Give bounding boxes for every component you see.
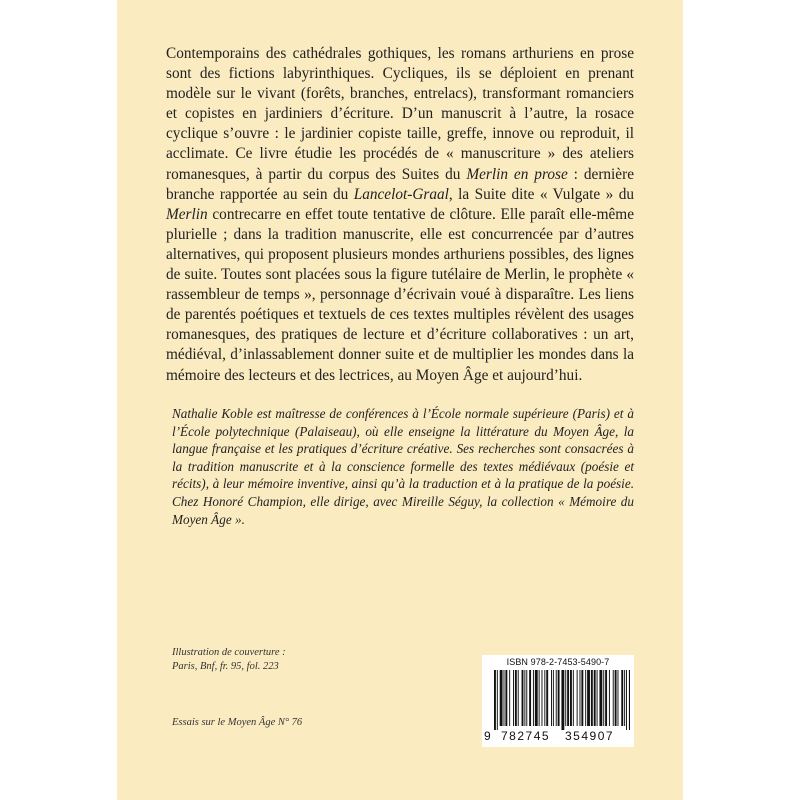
author-bio xyxy=(172,405,634,528)
barcode-bar xyxy=(524,670,525,726)
barcode-bar xyxy=(613,670,614,726)
barcode-bar xyxy=(551,670,552,726)
barcode-box xyxy=(482,655,634,747)
barcode-bar xyxy=(546,670,548,726)
barcode-bar xyxy=(609,670,610,726)
barcode-bar xyxy=(594,670,596,726)
barcode-bar xyxy=(573,670,574,726)
barcode-bar xyxy=(626,670,627,730)
barcode-bar xyxy=(570,670,572,726)
barcode-bar xyxy=(529,670,531,726)
barcode-bar xyxy=(544,670,545,726)
barcode-bar xyxy=(505,670,507,726)
barcode-bar xyxy=(629,670,630,730)
barcode-bar xyxy=(577,670,578,726)
barcode-icon xyxy=(494,670,630,730)
barcode-bar xyxy=(553,670,554,726)
barcode-bar xyxy=(599,670,602,726)
illustration-credit-label: Illustration de couverture : xyxy=(172,647,286,658)
barcode-bar xyxy=(522,670,524,726)
barcode-bar xyxy=(618,670,619,726)
barcode-bar xyxy=(500,670,503,726)
barcode-bar xyxy=(526,670,527,726)
isbn-label: ISBN 978-2-7453-5490-7 xyxy=(506,657,610,667)
author-bio-text: Nathalie Koble est maîtresse de conférences à l’École normale supérieure (Paris) et à l’École polytechnique (Palaiseau), où elle enseigne la littérature du Moyen Âge, la langue française et les pratiques d’écriture créative. Ses recherches sont consacrées à la tradition manuscrite et à la conscience formelle des textes médiévaux (poésie et récits), à leur mémoire inventive, ainsi qu’à la traduction et à la pratique de la poésie. Chez Honoré Champion, elle dirige, avec Mireille Séguy, la collection « Mémoire du Moyen Âge ». xyxy=(172,406,634,527)
barcode-first-digit: 9 xyxy=(484,729,491,743)
blurb-text xyxy=(166,44,634,386)
barcode-bar xyxy=(504,670,505,726)
barcode-bar xyxy=(556,670,557,726)
blurb-part-3: , la Suite dite « Vulgate » du xyxy=(448,185,634,203)
blurb-title-merlin-en-prose: Merlin en prose xyxy=(466,165,568,183)
barcode-bar xyxy=(535,670,538,726)
barcode-bar xyxy=(509,670,510,726)
series-label: Essais sur le Moyen Âge N° 76 xyxy=(172,717,303,728)
barcode-bar xyxy=(585,670,586,726)
blurb-title-merlin: Merlin xyxy=(166,205,208,223)
barcode-bar xyxy=(567,670,569,726)
barcode-bar xyxy=(581,670,583,726)
barcode-bar xyxy=(605,670,607,726)
barcode-bar xyxy=(565,670,566,726)
barcode-bar xyxy=(539,670,540,726)
barcode-bar xyxy=(513,670,514,726)
barcode-bar xyxy=(580,670,581,726)
barcode-bar xyxy=(597,670,598,726)
barcode-bar xyxy=(603,670,604,726)
blurb-paragraph xyxy=(166,44,634,386)
barcode-digits-right: 354907 xyxy=(565,729,615,743)
illustration-credit-source: Paris, Bnf, fr. 95, fol. 223 xyxy=(172,661,279,672)
blurb-title-lancelot-graal: Lancelot-Graal xyxy=(353,185,449,203)
barcode-bar xyxy=(624,670,625,726)
barcode-bar xyxy=(615,670,617,726)
barcode-bar xyxy=(591,670,593,726)
barcode-bar xyxy=(518,670,519,726)
barcode-bar xyxy=(533,670,534,726)
barcode-bar xyxy=(515,670,517,726)
barcode-bar xyxy=(558,670,560,726)
barcode-digits-left: 782745 xyxy=(501,729,551,743)
illustration-credit xyxy=(172,646,286,674)
barcode-bar xyxy=(621,670,623,726)
blurb-part-1: Contemporains des cathédrales gothiques, les romans arthuriens en prose sont des fictions labyrinthiques. Cycliques, ils se déploient en prenant modèle sur le vivant (forêts, branches, entrelacs), transformant romanciers et copistes en jardiniers d’écriture. D’un manuscrit à l’autre, la rosace cyclique s’ouvre : le jardinier copiste taille, greffe, innove ou reproduit, il acclimate. Ce livre étudie les procédés de « manuscriture » des ateliers romanesques, à partir du corpus des Suites du xyxy=(166,45,634,183)
blurb-part-2: : dernière branche rapportée au sein du xyxy=(166,165,634,203)
barcode-bar xyxy=(497,670,498,730)
barcode-bar xyxy=(494,670,496,730)
blurb-part-4: contrecarre en effet toute tentative de clôture. Elle paraît elle-même plurielle ; dans la tradition manuscrite, elle est concurrencée par d’autres alternatives, qui proposent plusieurs mondes arthuriens possibles, des lignes de suite. Toutes sont placées sous la figure tutélaire de Merlin, le prophète « rassembleur de temps », personnage d’écrivain voué à disparaître. Les liens de parentés poétiques et textuels de ces textes multiples révèlent des usages romanesques, des pratiques de lecture et d’écriture collaboratives : un art, médiéval, d’inlassablement donner suite et de multiplier les mondes dans la mémoire des lecteurs et des lectrices, au Moyen Âge et aujourd’hui. xyxy=(166,205,634,384)
barcode-bar xyxy=(587,670,590,726)
barcode-bar xyxy=(542,670,543,726)
barcode-bar xyxy=(561,670,564,730)
